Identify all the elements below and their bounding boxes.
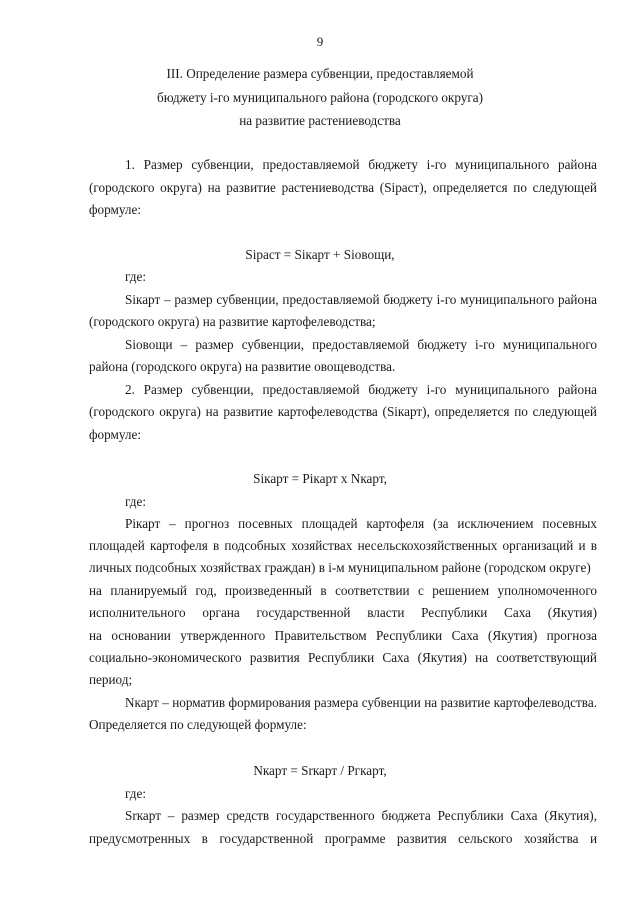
section-heading-line-3: на развитие растениеводства: [239, 113, 401, 128]
paragraph-line: личных подсобных хозяйствах граждан) в i-м муниципальном районе (городском округе): [89, 560, 591, 575]
paragraph-line: Srкарт – размер средств государственного бюджета Республики Саха (Якутия),: [125, 808, 597, 823]
paragraph-line: района (городского округа) на развитие овощеводства.: [89, 359, 396, 374]
paragraph-line: исполнительного органа государственной власти Республики Саха (Якутия): [89, 605, 597, 620]
paragraph-line: 1. Размер субвенции, предоставляемой бюджету i-го муниципального района: [125, 157, 597, 172]
paragraph-line: (городского округа) на развитие растениеводства (Siраст), определяется по следующей: [89, 180, 597, 195]
paragraph-line: площадей картофеля в подсобных хозяйствах несельскохозяйственных организаций и в: [89, 538, 597, 553]
paragraph-line: период;: [89, 672, 133, 687]
paragraph-line: Siкарт – размер субвенции, предоставляемой бюджету i-го муниципального района: [125, 292, 597, 307]
paragraph-line: (городского округа) на развитие картофелеводства (Siкарт), определяется по следующей: [89, 404, 597, 419]
paragraph-line: Определяется по следующей формуле:: [89, 717, 307, 732]
section-heading-line-2: бюджету i-го муниципального района (городского округа): [156, 90, 484, 105]
paragraph-line: социально-экономического развития Республики Саха (Якутия) на соответствующий: [89, 650, 597, 665]
paragraph-line: Piкарт – прогноз посевных площадей картофеля (за исключением посевных: [125, 516, 597, 531]
page-number: 9: [316, 34, 324, 49]
formula: Siкарт = Piкарт x Nкарт,: [253, 471, 387, 486]
paragraph-line: 2. Размер субвенции, предоставляемой бюджету i-го муниципального района: [125, 382, 597, 397]
paragraph-line: формуле:: [89, 202, 141, 217]
formula: Siраст = Siкарт + Siовощи,: [245, 247, 395, 262]
paragraph-line: формуле:: [89, 427, 141, 442]
where-label: где:: [125, 269, 146, 284]
paragraph-line: на основании утвержденного Правительством Республики Саха (Якутия) прогноза: [89, 628, 597, 643]
paragraph-line: (городского округа) на развитие картофелеводства;: [89, 314, 376, 329]
paragraph-line: Nкарт – норматив формирования размера субвенции на развитие картофелеводства.: [125, 695, 597, 710]
paragraph-line: Siовощи – размер субвенции, предоставляемой бюджету i-го муниципального: [125, 337, 597, 352]
paragraph-line: предусмотренных в государственной программе развития сельского хозяйства и: [89, 831, 597, 846]
paragraph-line: на планируемый год, произведенный в соответствии с решением уполномоченного: [89, 583, 597, 598]
section-heading-line-1: III. Определение размера субвенции, предоставляемой: [166, 66, 474, 81]
where-label: где:: [125, 786, 146, 801]
formula: Nкарт = Srкарт / Pгкарт,: [253, 763, 387, 778]
where-label: где:: [125, 494, 146, 509]
